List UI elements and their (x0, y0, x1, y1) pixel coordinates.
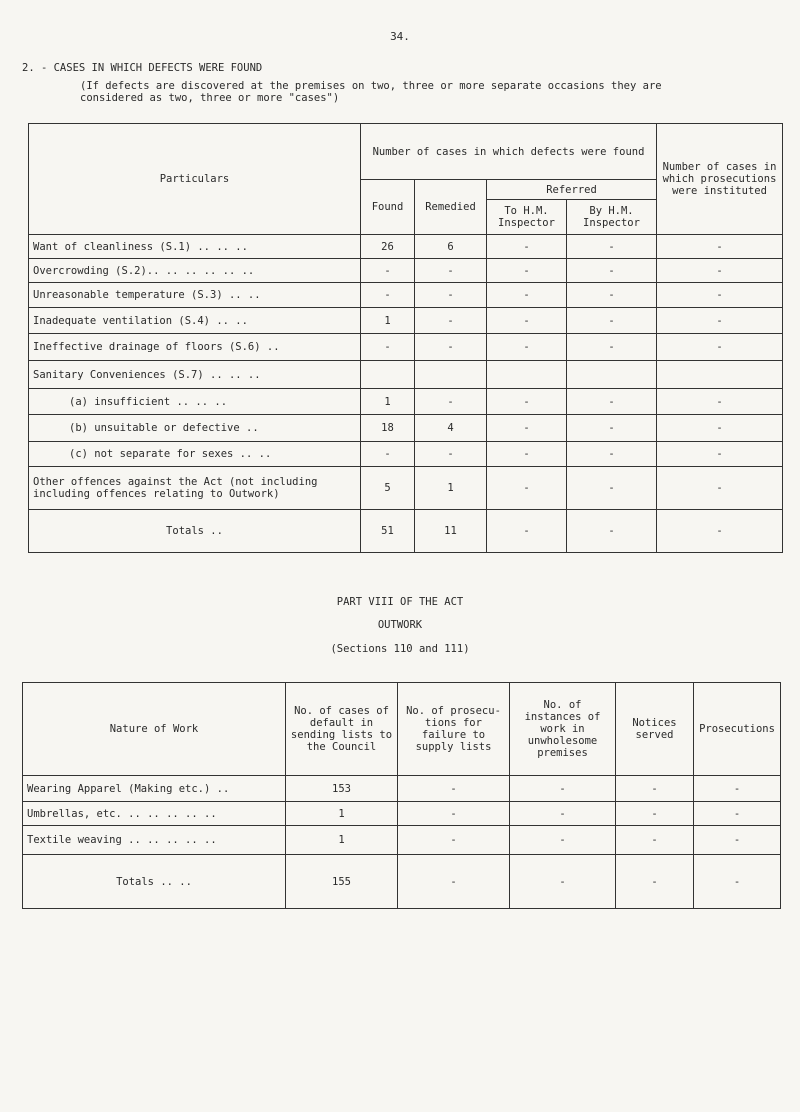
row-label: Want of cleanliness (S.1) .. .. .. (29, 235, 361, 259)
row-label: Overcrowding (S.2).. .. .. .. .. .. (29, 259, 361, 283)
cell-remedied: - (415, 442, 487, 467)
table-row (29, 361, 783, 389)
totals-unwholesome: - (510, 855, 616, 909)
defects-table (28, 123, 783, 553)
header-to-hm: To H.M. Inspector (487, 200, 567, 235)
table-row (29, 334, 783, 361)
header-number-found: Number of cases in which defects were found (361, 124, 657, 180)
cell-by-hm: - (567, 283, 657, 308)
totals-default: 155 (286, 855, 398, 909)
outwork-title: OUTWORK (377, 619, 423, 631)
row-label: Sanitary Conveniences (S.7) .. .. .. (29, 361, 361, 389)
section-note: (If defects are discovered at the premises on two, three or more separate occasions they are considered as two, three or more "cases") (80, 80, 662, 104)
cell-to-hm: - (487, 308, 567, 334)
table-row (29, 235, 783, 259)
table-row (29, 259, 783, 283)
cell-found: - (361, 442, 415, 467)
cell-default: 1 (286, 826, 398, 855)
cell-remedied: - (415, 283, 487, 308)
cell-by-hm: - (567, 308, 657, 334)
table-row (23, 826, 781, 855)
header-nature-of-work: Nature of Work (23, 683, 286, 776)
table-row (29, 283, 783, 308)
cell-prosecutions: - (657, 259, 783, 283)
row-label: Wearing Apparel (Making etc.) .. (23, 776, 286, 802)
row-label: Inadequate ventilation (S.4) .. .. (29, 308, 361, 334)
cell-found: - (361, 283, 415, 308)
row-label: (b) unsuitable or defective .. (29, 415, 361, 442)
cell-by-hm: - (567, 415, 657, 442)
cell-by-hm: - (567, 389, 657, 415)
cell-by-hm: - (567, 334, 657, 361)
header-notices-served: Notices served (616, 683, 694, 776)
row-label: Ineffective drainage of floors (S.6) .. (29, 334, 361, 361)
cell-remedied: - (415, 334, 487, 361)
totals-prosecutions-failure: - (398, 855, 510, 909)
cell-by-hm (567, 361, 657, 389)
totals-row (29, 510, 783, 553)
cell-prosecutions: - (657, 389, 783, 415)
cell-prosecutions-failure: - (398, 776, 510, 802)
part-title: PART VIII OF THE ACT (336, 596, 464, 608)
row-label: Unreasonable temperature (S.3) .. .. (29, 283, 361, 308)
totals-notices: - (616, 855, 694, 909)
totals-found: 51 (361, 510, 415, 553)
cell-prosecutions-failure: - (398, 826, 510, 855)
totals-label: Totals .. (29, 510, 361, 553)
header-by-hm: By H.M. Inspector (567, 200, 657, 235)
cell-by-hm: - (567, 467, 657, 510)
cell-prosecutions: - (694, 826, 781, 855)
cell-to-hm (487, 361, 567, 389)
cell-prosecutions: - (694, 776, 781, 802)
cell-found: 26 (361, 235, 415, 259)
cell-prosecutions: - (657, 283, 783, 308)
totals-prosecutions: - (694, 855, 781, 909)
outwork-table (22, 682, 781, 909)
cell-to-hm: - (487, 415, 567, 442)
cell-notices: - (616, 802, 694, 826)
cell-unwholesome: - (510, 826, 616, 855)
cell-to-hm: - (487, 283, 567, 308)
header-referred: Referred (487, 180, 657, 200)
cell-remedied: 6 (415, 235, 487, 259)
cell-found: - (361, 334, 415, 361)
cell-notices: - (616, 776, 694, 802)
cell-found: 1 (361, 308, 415, 334)
cell-default: 1 (286, 802, 398, 826)
cell-to-hm: - (487, 259, 567, 283)
header-unwholesome: No. of instances of work in unwholesome premises (510, 683, 616, 776)
page-number: 34. (390, 30, 410, 43)
totals-to-hm: - (487, 510, 567, 553)
header-prosecutions: Prosecutions (694, 683, 781, 776)
header-default-cases: No. of cases of default in sending lists to the Council (286, 683, 398, 776)
cell-to-hm: - (487, 467, 567, 510)
cell-to-hm: - (487, 389, 567, 415)
table-row (23, 802, 781, 826)
cell-found: 18 (361, 415, 415, 442)
header-prosecutions: Number of cases in which prosecutions were instituted (657, 124, 783, 235)
cell-by-hm: - (567, 442, 657, 467)
cell-notices: - (616, 826, 694, 855)
table-row (29, 467, 783, 510)
cell-prosecutions-failure: - (398, 802, 510, 826)
row-label: Textile weaving .. .. .. .. .. (23, 826, 286, 855)
cell-to-hm: - (487, 334, 567, 361)
section-heading: 2. - CASES IN WHICH DEFECTS WERE FOUND (22, 62, 263, 74)
totals-prosecutions: - (657, 510, 783, 553)
table-row (29, 415, 783, 442)
cell-prosecutions: - (657, 442, 783, 467)
table-row (29, 389, 783, 415)
cell-prosecutions: - (657, 415, 783, 442)
cell-remedied: 4 (415, 415, 487, 442)
cell-by-hm: - (567, 235, 657, 259)
header-prosecutions-failure: No. of prosecu- tions for failure to supply lists (398, 683, 510, 776)
cell-found (361, 361, 415, 389)
cell-found: - (361, 259, 415, 283)
table-row (23, 776, 781, 802)
totals-label: Totals .. .. (23, 855, 286, 909)
table-row (29, 308, 783, 334)
cell-unwholesome: - (510, 802, 616, 826)
cell-remedied: - (415, 259, 487, 283)
totals-remedied: 11 (415, 510, 487, 553)
header-remedied: Remedied (415, 180, 487, 235)
totals-row (23, 855, 781, 909)
cell-default: 153 (286, 776, 398, 802)
row-label: Other offences against the Act (not including including offences relating to Outwork) (29, 467, 361, 510)
cell-prosecutions: - (657, 467, 783, 510)
header-particulars: Particulars (29, 124, 361, 235)
cell-remedied: 1 (415, 467, 487, 510)
header-found: Found (361, 180, 415, 235)
cell-prosecutions: - (657, 235, 783, 259)
cell-prosecutions: - (694, 802, 781, 826)
cell-prosecutions: - (657, 334, 783, 361)
cell-to-hm: - (487, 442, 567, 467)
cell-remedied: - (415, 308, 487, 334)
cell-found: 5 (361, 467, 415, 510)
sections-reference: (Sections 110 and 111) (330, 643, 470, 655)
totals-by-hm: - (567, 510, 657, 553)
row-label: Umbrellas, etc. .. .. .. .. .. (23, 802, 286, 826)
row-label: (a) insufficient .. .. .. (29, 389, 361, 415)
cell-found: 1 (361, 389, 415, 415)
cell-remedied (415, 361, 487, 389)
cell-by-hm: - (567, 259, 657, 283)
row-label: (c) not separate for sexes .. .. (29, 442, 361, 467)
cell-prosecutions: - (657, 308, 783, 334)
cell-unwholesome: - (510, 776, 616, 802)
cell-remedied: - (415, 389, 487, 415)
table-row (29, 442, 783, 467)
cell-prosecutions (657, 361, 783, 389)
cell-to-hm: - (487, 235, 567, 259)
